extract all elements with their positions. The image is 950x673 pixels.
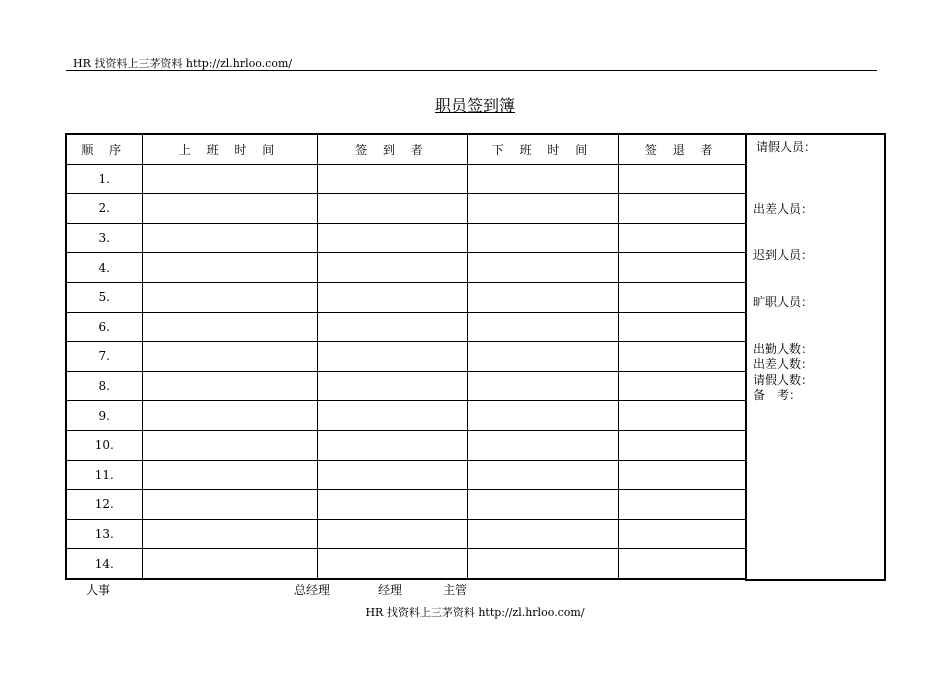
sign-out-cell[interactable] xyxy=(618,371,746,401)
end-time-cell[interactable] xyxy=(467,519,618,549)
end-time-cell[interactable] xyxy=(467,223,618,253)
attendance-table xyxy=(65,133,747,580)
sign-out-cell[interactable] xyxy=(618,490,746,520)
end-time-cell[interactable] xyxy=(467,194,618,224)
end-time-cell[interactable] xyxy=(467,282,618,312)
sign-in-cell[interactable] xyxy=(317,430,467,460)
leave-staff-label: 请假人员： xyxy=(756,140,817,154)
column-header-sign-in: 签 到 者 xyxy=(317,134,467,164)
start-time-cell[interactable] xyxy=(142,253,317,283)
start-time-cell[interactable] xyxy=(142,519,317,549)
row-number: 12. xyxy=(66,490,142,520)
start-time-cell[interactable] xyxy=(142,371,317,401)
table-row xyxy=(66,164,746,194)
column-header-end-time: 下 班 时 间 xyxy=(467,134,618,164)
sign-out-cell[interactable] xyxy=(618,194,746,224)
sign-out-cell[interactable] xyxy=(618,253,746,283)
trip-count-label: 出差人数： xyxy=(753,357,814,371)
end-time-cell[interactable] xyxy=(467,401,618,431)
row-number: 4. xyxy=(66,253,142,283)
sign-in-cell[interactable] xyxy=(317,519,467,549)
start-time-cell[interactable] xyxy=(142,312,317,342)
start-time-cell[interactable] xyxy=(142,282,317,312)
sign-out-cell[interactable] xyxy=(618,549,746,579)
row-number: 9. xyxy=(66,401,142,431)
table-row xyxy=(66,549,746,579)
sign-in-cell[interactable] xyxy=(317,490,467,520)
sign-in-cell[interactable] xyxy=(317,164,467,194)
sign-out-cell[interactable] xyxy=(618,164,746,194)
row-number: 8. xyxy=(66,371,142,401)
signature-supervisor: 主管 xyxy=(443,583,468,597)
row-number: 5. xyxy=(66,282,142,312)
start-time-cell[interactable] xyxy=(142,430,317,460)
sign-in-cell[interactable] xyxy=(317,460,467,490)
start-time-cell[interactable] xyxy=(142,164,317,194)
end-time-cell[interactable] xyxy=(467,342,618,372)
end-time-cell[interactable] xyxy=(467,490,618,520)
table-row xyxy=(66,194,746,224)
row-number: 2. xyxy=(66,194,142,224)
sign-in-cell[interactable] xyxy=(317,282,467,312)
side-panel xyxy=(745,133,886,581)
start-time-cell[interactable] xyxy=(142,549,317,579)
sign-out-cell[interactable] xyxy=(618,342,746,372)
footer-text: HR 找资料上三茅资料 http://zl.hrloo.com/ xyxy=(365,606,585,619)
start-time-cell[interactable] xyxy=(142,401,317,431)
sign-in-cell[interactable] xyxy=(317,253,467,283)
end-time-cell[interactable] xyxy=(467,164,618,194)
sign-in-cell[interactable] xyxy=(317,312,467,342)
row-number: 13. xyxy=(66,519,142,549)
table-row xyxy=(66,371,746,401)
end-time-cell[interactable] xyxy=(467,460,618,490)
signature-manager: 经理 xyxy=(378,583,403,597)
table-row xyxy=(66,223,746,253)
table-row xyxy=(66,430,746,460)
sign-in-cell[interactable] xyxy=(317,549,467,579)
start-time-cell[interactable] xyxy=(142,194,317,224)
business-trip-staff-label: 出差人员： xyxy=(753,202,814,216)
remarks-label: 备 考： xyxy=(753,388,802,402)
table-row xyxy=(66,282,746,312)
absent-staff-label: 旷职人员： xyxy=(753,295,814,309)
sign-out-cell[interactable] xyxy=(618,282,746,312)
table-header-row xyxy=(66,134,746,164)
end-time-cell[interactable] xyxy=(467,312,618,342)
table-row xyxy=(66,519,746,549)
column-header-start-time: 上 班 时 间 xyxy=(142,134,317,164)
row-number: 1. xyxy=(66,164,142,194)
leave-count-label: 请假人数： xyxy=(753,373,814,387)
sign-out-cell[interactable] xyxy=(618,460,746,490)
sign-out-cell[interactable] xyxy=(618,223,746,253)
table-row xyxy=(66,342,746,372)
end-time-cell[interactable] xyxy=(467,253,618,283)
column-header-order: 顺 序 xyxy=(66,134,142,164)
page-title: 职员签到簿 xyxy=(434,96,515,115)
end-time-cell[interactable] xyxy=(467,549,618,579)
table-row xyxy=(66,401,746,431)
header-rule xyxy=(66,70,877,71)
row-number: 3. xyxy=(66,223,142,253)
sign-in-cell[interactable] xyxy=(317,401,467,431)
end-time-cell[interactable] xyxy=(467,430,618,460)
table-row xyxy=(66,253,746,283)
sign-out-cell[interactable] xyxy=(618,519,746,549)
attendance-count-label: 出勤人数： xyxy=(753,342,814,356)
table-row xyxy=(66,312,746,342)
start-time-cell[interactable] xyxy=(142,223,317,253)
signature-hr: 人事 xyxy=(86,583,111,597)
header-text: HR 找资料上三茅资料 http://zl.hrloo.com/ xyxy=(73,57,293,70)
row-number: 10. xyxy=(66,430,142,460)
start-time-cell[interactable] xyxy=(142,490,317,520)
start-time-cell[interactable] xyxy=(142,342,317,372)
table-row xyxy=(66,460,746,490)
column-header-sign-out: 签 退 者 xyxy=(618,134,746,164)
sign-out-cell[interactable] xyxy=(618,430,746,460)
table-row xyxy=(66,490,746,520)
signature-general-manager: 总经理 xyxy=(294,583,331,597)
late-staff-label: 迟到人员： xyxy=(753,248,814,262)
sign-in-cell[interactable] xyxy=(317,342,467,372)
sign-in-cell[interactable] xyxy=(317,371,467,401)
sign-in-cell[interactable] xyxy=(317,223,467,253)
row-number: 6. xyxy=(66,312,142,342)
sign-out-cell[interactable] xyxy=(618,312,746,342)
row-number: 11. xyxy=(66,460,142,490)
row-number: 14. xyxy=(66,549,142,579)
sign-out-cell[interactable] xyxy=(618,401,746,431)
sign-in-cell[interactable] xyxy=(317,194,467,224)
end-time-cell[interactable] xyxy=(467,371,618,401)
row-number: 7. xyxy=(66,342,142,372)
start-time-cell[interactable] xyxy=(142,460,317,490)
